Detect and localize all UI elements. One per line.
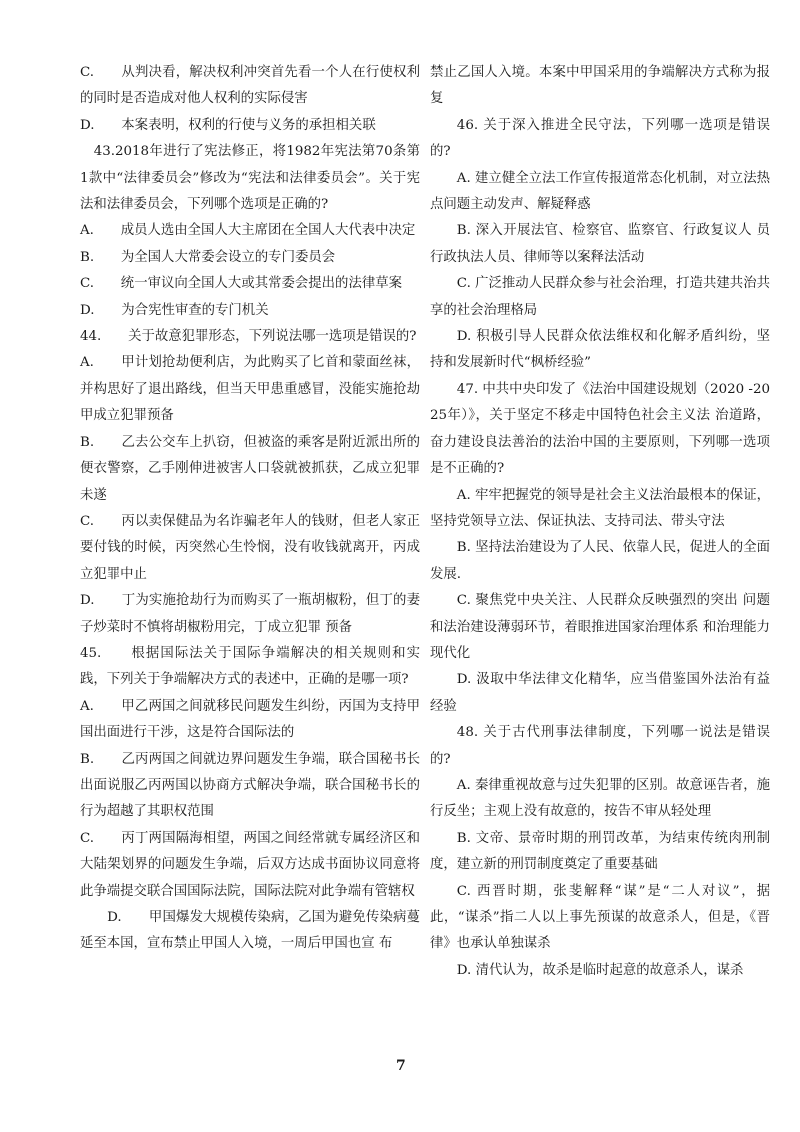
q47-option-c: C. 聚焦党中央关注、人民群众反映强烈的突出 问题和法治建设薄弱环节，着眼推进国家治理体系 和治理能力现代化 <box>430 593 770 661</box>
q48-option-b: B. 文帝、景帝时期的刑罚改革，为结束传统肉刑制度，建立新的刑罚制度奠定了重要基础 <box>430 830 770 873</box>
q47-option-a: A. 牢牢把握党的领导是社会主义法治最根本的保证，坚持党领导立法、保证执法、支持司法、带头守法 <box>430 487 770 529</box>
left-column <box>80 60 420 958</box>
q45-stem: 45. 根据国际法关于国际争端解决的相关规则和实践，下列关于争端解决方式的表述中，正确的是哪一项? <box>80 645 420 688</box>
q46-option-a: A. 建立健全立法工作宣传报道常态化机制，对立法热点问题主动发声、解疑释惑 <box>430 170 770 213</box>
q46-option-b: B. 深入开展法官、检察官、监察官、行政复议人 员行政执法人员、律师等以案释法活动 <box>430 223 770 265</box>
q45-option-b: B. 乙丙两国之间就边界问题发生争端，联合国秘书长出面说服乙丙两国以协商方式解决争端，联合国秘书长的行为超越了其职权范围 <box>80 751 420 820</box>
q46-stem: 46. 关于深入推进全民守法，下列哪一选项是错误的? <box>430 117 770 160</box>
q48-option-a: A. 秦律重视故意与过失犯罪的区别。故意诬告者，施行反坐；主观上没有故意的，按告不审从轻处理 <box>430 777 770 820</box>
q47-option-b: B. 坚持法治建设为了人民、依靠人民，促进人的全面发展. <box>430 540 770 582</box>
q42-option-c: C. 从判决看，解决权利冲突首先看一个人在行使权利的同时是否造成对他人权利的实际侵害 <box>80 65 420 107</box>
q44-option-b: B. 乙去公交车上扒窃，但被盗的乘客是附近派出所的便衣警察，乙手刚伸进被害人口袋就被抓获，乙成立犯罪未遂 <box>80 434 420 503</box>
q48-option-d: D. 清代认为，故杀是临时起意的故意杀人，谋杀 <box>456 962 744 978</box>
q46-option-d: D. 积极引导人民群众依法维权和化解矛盾纠纷，坚持和发展新时代“枫桥经验” <box>430 329 770 371</box>
q43-stem: 43.2018年进行了宪法修正，将1982年宪法第70条第1款中“法律委员会”修改为“宪法和法律委员会”。关于宪法和法律委员会，下列哪个选项是正确的? <box>80 144 420 213</box>
q43-option-d: D. 为合宪性审查的专门机关 <box>80 302 269 318</box>
page-number: 7 <box>396 1058 406 1074</box>
q43-option-b: B. 为全国人大常委会设立的专门委员会 <box>80 249 336 265</box>
q44-option-d: D. 丁为实施抢劫行为而购买了一瓶胡椒粉，但丁的妻子炒菜时不慎将胡椒粉用完，丁成立犯罪 预备 <box>80 593 420 635</box>
right-column <box>430 60 770 984</box>
q45-option-d: D. 甲国爆发大规模传染病，乙国为避免传染病蔓延至本国，宣布禁止甲国人入境，一周后甲国也宣 布 <box>80 910 420 952</box>
q47-stem: 47. 中共中央印发了《法治中国建设规划（2020 -2025年）》，关于坚定不移走中国特色社会主义法 治道路，奋力建设良法善治的法治中国的主要原则，下列哪一选项是不正确的? <box>430 381 770 477</box>
q44-option-a: A. 甲计划抢劫便利店，为此购买了匕首和蒙面丝袜，并构思好了退出路线，但当天甲患重感冒，没能实施抢劫甲成立犯罪预备 <box>80 355 420 424</box>
q47-option-d: D. 汲取中华法律文化精华，应当借鉴国外法治有益经验 <box>430 672 770 714</box>
q46-option-c: C. 广泛推动人民群众参与社会治理，打造共建共治共享的社会治理格局 <box>430 276 770 318</box>
q43-option-c: C. 统一审议向全国人大或其常委会提出的法律草案 <box>80 276 403 292</box>
q48-stem: 48. 关于古代刑事法律制度，下列哪一说法是错误的? <box>430 725 770 767</box>
q44-option-c: C. 丙以卖保健品为名诈骗老年人的钱财，但老人家正要付钱的时候，丙突然心生怜悯，没有收钱就离开，丙成立犯罪中止 <box>80 513 420 582</box>
q45-option-d-cont: 禁止乙国人入境。本案中甲国采用的争端解决方式称为报复 <box>430 65 770 107</box>
q43-option-a: A. 成员人选由全国人大主席团在全国人大代表中决定 <box>80 223 416 239</box>
q48-option-c: C. 西晋时期，张斐解释“谋”是“二人对议”，据此，“谋杀”指二人以上事先预谋的故意杀人，但是，《晋律》也承认单独谋杀 <box>430 883 770 952</box>
q45-option-c: C. 丙丁两国隔海相望，两国之间经常就专属经济区和大陆架划界的问题发生争端，后双方达成书面协议同意将此争端提交联合国国际法院，国际法院对此争端有管辖权 <box>80 830 420 899</box>
q42-option-d: D. 本案表明，权利的行使与义务的承担相关联 <box>80 117 376 133</box>
q45-option-a: A. 甲乙两国之间就移民问题发生纠纷，丙国为支持甲国出面进行干涉，这是符合国际法的 <box>80 698 420 741</box>
q44-stem: 44. 关于故意犯罪形态，下列说法哪一选项是错误的? <box>80 329 417 345</box>
